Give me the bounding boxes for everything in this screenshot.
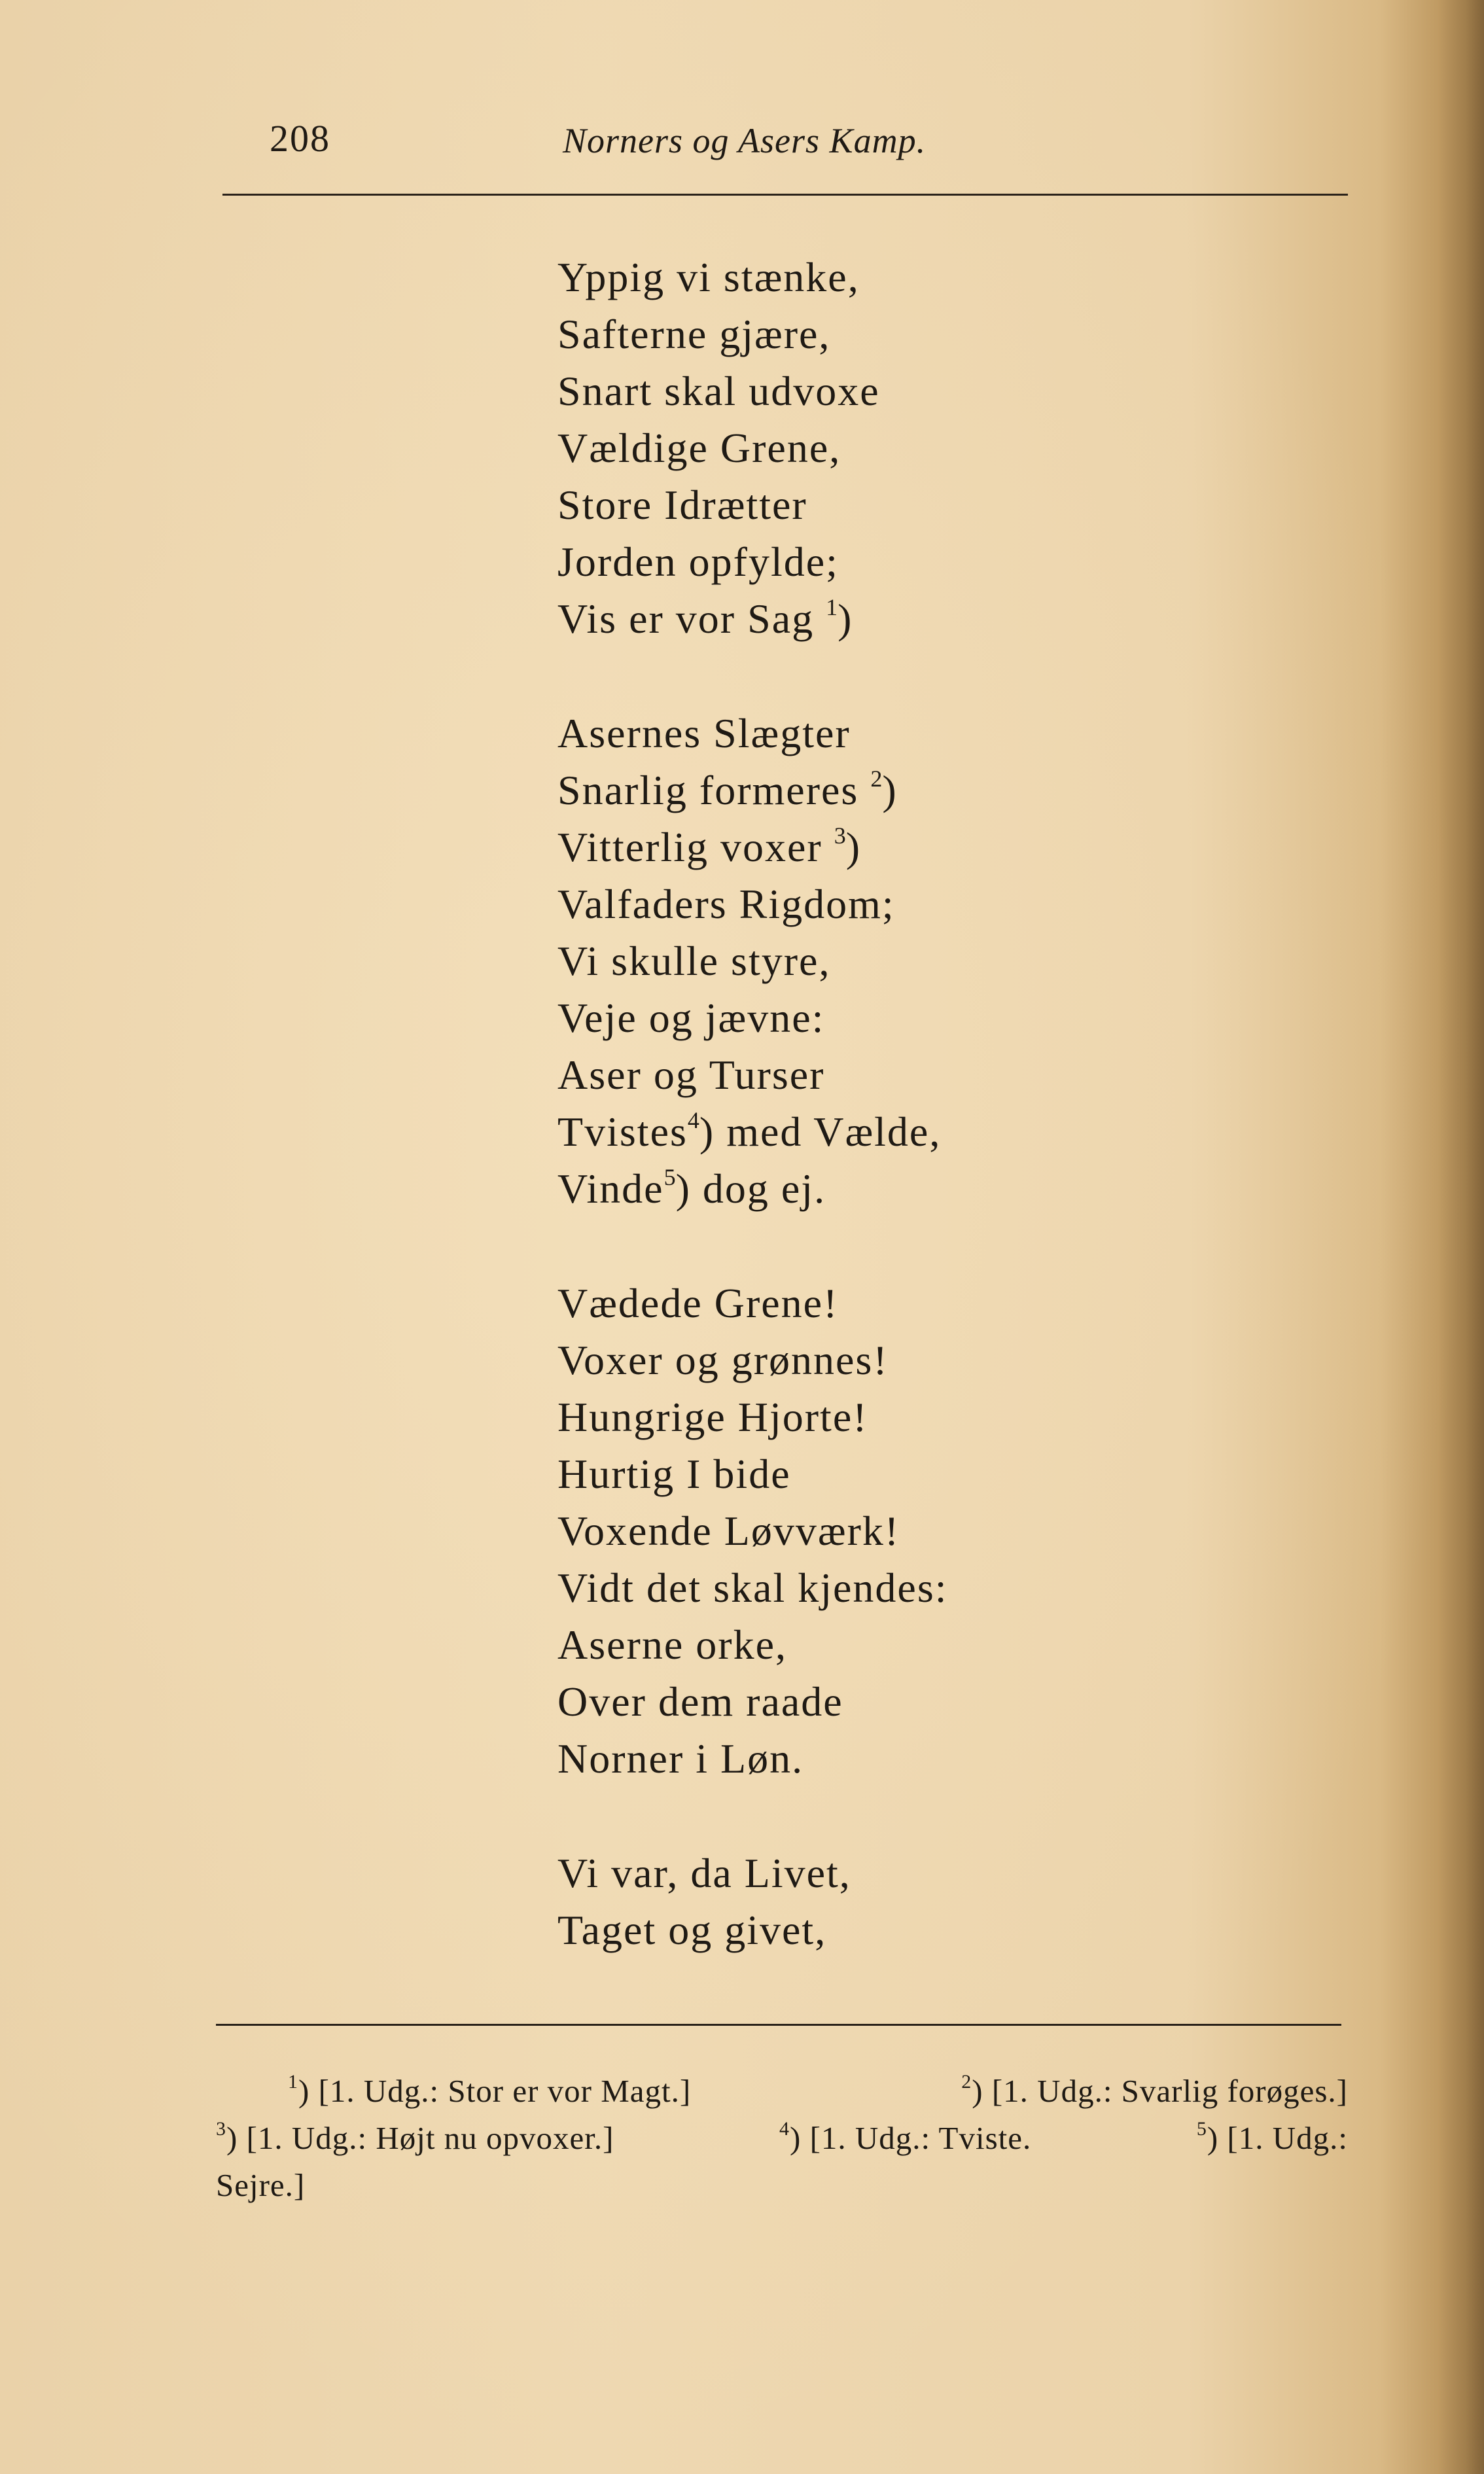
poem-line: Vidt det skal kjendes: [557,1564,948,1611]
poem-line: Voxende Løvværk! [557,1508,900,1554]
page-number: 208 [270,117,330,160]
footnote-4: $^4$) [1. Udg.: Tviste. [779,2118,1032,2156]
stanza-1 [557,249,1343,647]
poem-line: Snarlig formeres $^2$) [557,766,898,813]
poem-line: Hurtig I bide [557,1451,791,1497]
poem-line: Norner i Løn. [557,1735,804,1782]
poem-line: Jorden opfylde; [557,539,839,585]
poem [557,249,1343,2016]
poem-line: Vinde$^5$) dog ej. [557,1164,826,1212]
footnote-rule [216,2024,1341,2026]
header-rule [222,194,1348,196]
poem-line: Veje og jævne: [557,995,825,1041]
footnote-row [216,2162,1348,2209]
footnote-row [216,2115,1348,2162]
poem-line: Aser og Turser [557,1051,825,1098]
footnote-ref: 3 [834,822,846,849]
stanza-3 [557,1275,1343,1787]
poem-line: Voxer og grønnes! [557,1337,889,1383]
footnote-row [216,2068,1348,2115]
poem-line: Safterne gjære, [557,311,831,357]
poem-line: Yppig vi stænke, [557,254,860,300]
footnote-5-cont: Sejre.] [216,2167,306,2203]
poem-line: Hungrige Hjorte! [557,1394,868,1440]
poem-line: Over dem raade [557,1678,843,1725]
footnote-ref: 1 [826,594,838,620]
poem-line: Valfaders Rigdom; [557,881,895,927]
footnotes [216,2068,1348,2209]
footnote-ref: 2 [870,766,883,792]
footnote-1: $^1$) [1. Udg.: Stor er vor Magt.] [288,2071,692,2109]
stanza-2 [557,705,1343,1217]
footnote-ref: 4 [687,1107,699,1133]
footnote-3: $^3$) [1. Udg.: Højt nu opvoxer.] [216,2118,614,2156]
footnote-ref: 5 [663,1164,676,1190]
running-header [222,116,1348,175]
poem-line: Vi skulle styre, [557,938,831,984]
running-title: Norners og Asers Kamp. [563,121,927,160]
poem-line: Vi var, da Livet, [557,1850,851,1896]
poem-line: Taget og givet, [557,1907,827,1953]
footnote-5-text: ) [1. Udg.: [1207,2120,1348,2156]
poem-line: Vædede Grene! [557,1280,839,1326]
poem-line: Tvistes$^4$) med Vælde, [557,1107,942,1155]
footnote-2: $^2$) [1. Udg.: Svarlig forøges.] [961,2071,1348,2109]
poem-line: Vitterlig voxer $^3$) [557,822,862,870]
poem-line: Vis er vor Sag $^1$) [557,594,853,642]
poem-line: Vældige Grene, [557,425,841,471]
stanza-4 [557,1845,1343,1958]
poem-line: Store Idrætter [557,482,807,528]
poem-line: Snart skal udvoxe [557,368,880,414]
page-edge-shadow [1438,0,1484,2474]
poem-line: Asernes Slægter [557,710,851,756]
footnote-5-start: $^5$) [1. Udg.: [1196,2118,1348,2156]
poem-line: Aserne orke, [557,1621,787,1668]
